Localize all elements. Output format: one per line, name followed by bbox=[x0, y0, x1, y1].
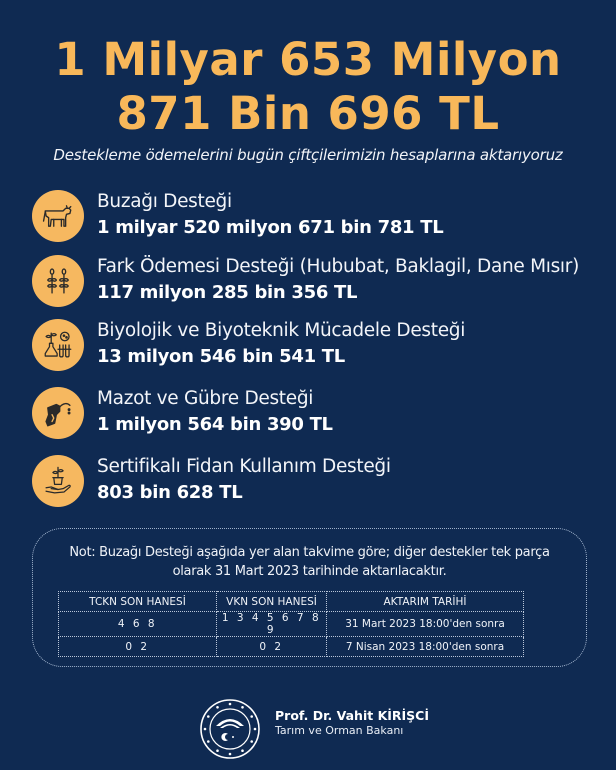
support-item-fark-odemesi bbox=[30, 252, 600, 308]
biology-lab-icon bbox=[32, 319, 84, 371]
vkn-cell: 0 2 bbox=[217, 637, 327, 657]
date-cell: 31 Mart 2023 18:00'den sonra bbox=[327, 612, 524, 637]
support-item-mazot-gubre bbox=[30, 384, 600, 440]
calf-icon bbox=[32, 190, 84, 242]
column-header-vkn: VKN SON HANESİ bbox=[217, 592, 327, 612]
support-amount: 13 milyon 546 bin 541 TL bbox=[97, 346, 345, 367]
fuel-nozzle-icon bbox=[32, 387, 84, 439]
tckn-cell: 0 2 bbox=[59, 637, 217, 657]
table-header-row bbox=[59, 592, 524, 612]
schedule-table bbox=[58, 591, 524, 657]
subtitle: Destekleme ödemelerini bugün çiftçilerimizin hesaplarına aktarıyoruz bbox=[53, 146, 563, 164]
date-cell: 7 Nisan 2023 18:00'den sonra bbox=[327, 637, 524, 657]
minister-title: Tarım ve Orman Bakanı bbox=[275, 724, 404, 737]
note-line-1: Not: Buzağı Desteği aşağıda yer alan takvime göre; diğer destekler tek parça bbox=[69, 545, 550, 560]
support-amount: 1 milyon 564 bin 390 TL bbox=[97, 414, 333, 435]
note-box bbox=[32, 528, 587, 667]
column-header-tckn: TCKN SON HANESİ bbox=[59, 592, 217, 612]
ministry-seal-icon bbox=[199, 698, 261, 760]
support-label: Mazot ve Gübre Desteği bbox=[97, 388, 314, 409]
headline-line-2: 871 Bin 696 TL bbox=[116, 87, 500, 140]
support-amount: 117 milyon 285 bin 356 TL bbox=[97, 282, 358, 303]
minister-name: Prof. Dr. Vahit KİRİŞCİ bbox=[275, 708, 430, 723]
headline-line-1: 1 Milyar 653 Milyon bbox=[54, 33, 562, 86]
tckn-cell: 4 6 8 bbox=[59, 612, 217, 637]
support-item-buzagi bbox=[30, 187, 600, 243]
support-label: Buzağı Desteği bbox=[97, 191, 232, 212]
support-label: Sertifikalı Fidan Kullanım Desteği bbox=[97, 456, 391, 477]
signature-block bbox=[275, 708, 429, 737]
table-row bbox=[59, 612, 524, 637]
support-label: Biyolojik ve Biyoteknik Mücadele Desteği bbox=[97, 320, 466, 341]
support-label: Fark Ödemesi Desteği (Hububat, Baklagil, Dane Mısır) bbox=[97, 256, 579, 277]
column-header-date: AKTARIM TARİHİ bbox=[327, 592, 524, 612]
support-item-fidan bbox=[30, 452, 600, 508]
wheat-icon bbox=[32, 255, 84, 307]
vkn-cell: 1 3 4 5 6 7 8 9 bbox=[217, 612, 327, 637]
support-amount: 803 bin 628 TL bbox=[97, 482, 243, 503]
support-amount: 1 milyar 520 milyon 671 bin 781 TL bbox=[97, 217, 444, 238]
support-item-biyolojik bbox=[30, 316, 600, 372]
note-text bbox=[33, 543, 586, 581]
table-row bbox=[59, 637, 524, 657]
sapling-hand-icon bbox=[32, 455, 84, 507]
note-line-2: olarak 31 Mart 2023 tarihinde aktarılacaktır. bbox=[172, 564, 447, 579]
